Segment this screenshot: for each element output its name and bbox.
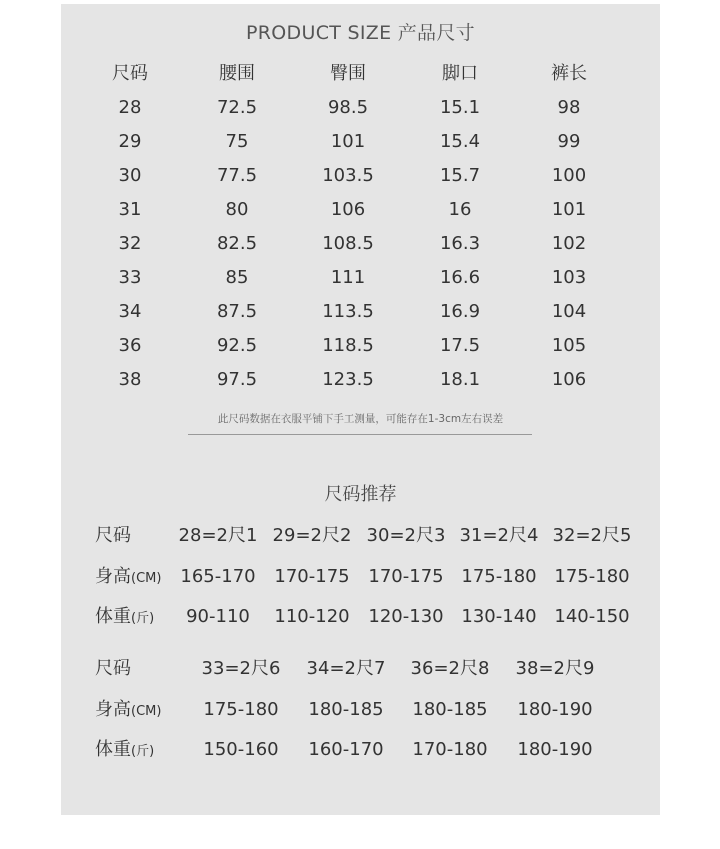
recommend-cell: 170-180 [412,739,488,760]
recommend-cell: 170-175 [368,566,444,587]
size-label-text: 尺码 [95,658,131,679]
table-cell: 101 [330,131,366,152]
recommend-cell: 120-130 [368,606,444,627]
recommend-cell: 160-170 [308,739,384,760]
table-cell: 34 [118,301,142,322]
recommend-cell: 180-190 [517,699,593,720]
table-cell: 36 [118,335,142,356]
recommend-cell: 32=2尺5 [552,525,632,546]
recommend-cell: 140-150 [554,606,630,627]
weight-unit: (斤) [131,611,155,626]
column-header: 尺码 [112,63,148,84]
recommend-cell: 150-160 [203,739,279,760]
weight-label-text: 体重 [95,739,131,760]
table-cell: 98 [557,97,581,118]
table-cell: 33 [118,267,142,288]
table-cell: 100 [551,165,587,186]
table-row [61,162,660,196]
table-cell: 113.5 [322,301,374,322]
recommend-height-row [61,562,660,592]
recommend-weight-row [61,602,660,632]
size-chart-panel [61,4,660,815]
recommend-size-row [61,654,660,684]
table-cell: 28 [118,97,142,118]
table-cell: 98.5 [327,97,369,118]
table-cell: 31 [118,199,142,220]
recommend-cell: 90-110 [186,606,250,627]
recommend-cell: 38=2尺9 [515,658,595,679]
table-cell: 103 [551,267,587,288]
table-cell: 85 [225,267,249,288]
weight-unit: (斤) [131,744,155,759]
row-label-weight [95,602,154,634]
recommend-cell: 175-180 [461,566,537,587]
table-cell: 16.9 [439,301,481,322]
table-row [61,128,660,162]
table-cell: 16.3 [439,233,481,254]
table-cell: 16 [448,199,472,220]
table-cell: 15.4 [439,131,481,152]
recommend-cell: 29=2尺2 [272,525,352,546]
table-cell: 105 [551,335,587,356]
row-label-size [95,521,131,551]
table-row [61,230,660,264]
weight-label-text: 体重 [95,606,131,627]
recommend-cell: 180-185 [412,699,488,720]
table-cell: 80 [225,199,249,220]
recommend-cell: 28=2尺1 [178,525,258,546]
height-label-text: 身高 [95,566,131,587]
table-cell: 77.5 [216,165,258,186]
table-cell: 15.1 [439,97,481,118]
divider [188,434,532,435]
row-label-weight [95,735,154,767]
height-label-text: 身高 [95,699,131,720]
recommend-title: 尺码推荐 [324,484,397,505]
table-cell: 104 [551,301,587,322]
table-header-row [61,60,660,94]
table-cell: 82.5 [216,233,258,254]
height-unit: (CM) [131,571,162,586]
table-cell: 29 [118,131,142,152]
table-cell: 15.7 [439,165,481,186]
row-label-height [95,695,161,727]
recommend-cell: 110-120 [274,606,350,627]
recommend-cell: 175-180 [554,566,630,587]
recommend-size-row [61,521,660,551]
recommend-weight-row [61,735,660,765]
table-cell: 111 [330,267,366,288]
row-label-size [95,654,131,684]
row-label-height [95,562,161,594]
recommend-cell: 36=2尺8 [410,658,490,679]
size-table [61,60,660,400]
recommend-cell: 170-175 [274,566,350,587]
table-cell: 106 [330,199,366,220]
table-cell: 17.5 [439,335,481,356]
table-cell: 30 [118,165,142,186]
table-row [61,94,660,128]
table-cell: 106 [551,369,587,390]
table-cell: 97.5 [216,369,258,390]
table-row [61,264,660,298]
column-header: 裤长 [551,63,587,84]
table-cell: 32 [118,233,142,254]
recommend-cell: 165-170 [180,566,256,587]
table-cell: 118.5 [322,335,374,356]
table-cell: 38 [118,369,142,390]
table-cell: 99 [557,131,581,152]
table-cell: 92.5 [216,335,258,356]
table-cell: 18.1 [439,369,481,390]
table-cell: 101 [551,199,587,220]
recommend-cell: 30=2尺3 [366,525,446,546]
table-cell: 103.5 [322,165,374,186]
table-cell: 108.5 [322,233,374,254]
recommend-cell: 175-180 [203,699,279,720]
column-header: 臀围 [330,63,366,84]
page-title: PRODUCT SIZE 产品尺寸 [246,22,475,44]
table-row [61,332,660,366]
recommend-cell: 34=2尺7 [306,658,386,679]
column-header: 腰围 [219,63,255,84]
table-cell: 123.5 [322,369,374,390]
table-cell: 72.5 [216,97,258,118]
height-unit: (CM) [131,704,162,719]
recommend-cell: 33=2尺6 [201,658,281,679]
table-cell: 102 [551,233,587,254]
recommend-cell: 130-140 [461,606,537,627]
recommend-cell: 31=2尺4 [459,525,539,546]
table-cell: 16.6 [439,267,481,288]
recommend-cell: 180-185 [308,699,384,720]
table-cell: 75 [225,131,249,152]
table-cell: 87.5 [216,301,258,322]
table-row [61,196,660,230]
recommend-height-row [61,695,660,725]
table-row [61,366,660,400]
table-row [61,298,660,332]
column-header: 脚口 [442,63,478,84]
measurement-note: 此尺码数据在衣服平铺下手工测量，可能存在1-3cm左右误差 [217,413,504,425]
size-label-text: 尺码 [95,525,131,546]
recommend-cell: 180-190 [517,739,593,760]
